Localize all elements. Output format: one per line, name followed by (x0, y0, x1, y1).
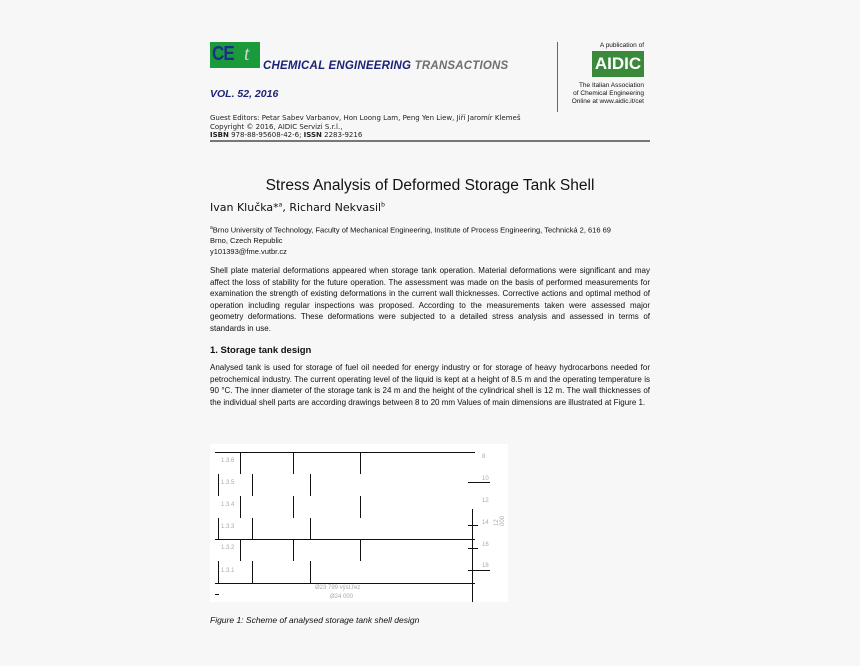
author-2-sup: b (381, 201, 385, 209)
affiliation-line1: Brno University of Technology, Faculty of Mechanical Engineering, Institute of Process Engineering, Technická 2, 616 69 (212, 225, 611, 235)
thickness-label: 10 (482, 476, 489, 482)
guest-editors: Guest Editors: Petar Sabev Varbanov, Hon Loong Lam, Peng Yen Liew, Jiří Jaromír Klemeš (210, 114, 521, 122)
authors (210, 201, 385, 214)
aidic-logo: AIDIC (592, 51, 644, 77)
cet-logo-ce: CE (212, 43, 234, 65)
course-label: 1.3.6 (221, 458, 235, 464)
affiliation-line2: Brno, Czech Republic (210, 236, 283, 245)
journal-name-light: TRANSACTIONS (414, 60, 509, 72)
affil-sup: a (210, 225, 213, 231)
issn-label: ISSN (303, 131, 322, 139)
cet-logo-t: t (244, 43, 250, 65)
editors-block (210, 114, 521, 140)
height-label: 12 000 (494, 515, 506, 526)
thickness-label: 8 (482, 454, 486, 460)
affiliation (210, 223, 655, 257)
author-1: Ivan Klučka* (210, 201, 279, 214)
volume: VOL. 52, 2016 (210, 88, 279, 100)
journal-name (263, 60, 508, 72)
publisher-line: The Italian Association (578, 82, 644, 89)
tank-shell-figure (210, 444, 508, 602)
dimension-label: Ø24 000 (330, 594, 354, 600)
course-label: 1.3.5 (221, 480, 235, 486)
abstract: Shell plate material deformations appeared when storage tank operation. Material deformations were significant and may affect the loss of stability for the future operation. The assessment was made on the basis of performed measurements for examination the strength of existing deformations in the current wall thicknesses. Corrective actions and optimal method of operation including regular inspections was proposed. According to the measurements taken were assessed major geometry deformations. These deformations were subjected to a detailed stress analysis and assessed in terms of standards in use. (210, 266, 650, 333)
thickness-label: 14 (482, 520, 489, 526)
cet-logo (210, 42, 260, 68)
figure-caption: Figure 1: Scheme of analysed storage tank shell design (210, 615, 420, 625)
publication-of: A publication of (599, 42, 644, 49)
course-label: 1.3.4 (221, 502, 235, 508)
copyright: Copyright © 2016, AIDIC Servizi S.r.l., (210, 122, 343, 131)
course-label: 1.3.2 (221, 545, 235, 551)
header-rule (210, 140, 650, 142)
course-label: 1.3.3 (221, 524, 235, 530)
isbn: 978-88-95608-42-6; (231, 131, 302, 139)
isbn-issn (210, 131, 521, 140)
dimension-label: Ø23 799 výst.řez (315, 585, 361, 591)
publisher-info (560, 82, 644, 106)
journal-name-bold: CHEMICAL ENGINEERING (263, 60, 412, 72)
issn: 2283-9216 (324, 131, 363, 139)
author-1-sup: a (278, 201, 283, 209)
email[interactable]: y101393@fme.vutbr.cz (210, 246, 287, 256)
thickness-label: 12 (482, 498, 489, 504)
publisher-line: of Chemical Engineering (573, 90, 644, 97)
header-divider (557, 42, 558, 112)
course-label: 1.3.1 (221, 568, 235, 574)
thickness-label: 16 (482, 542, 489, 548)
isbn-label: ISBN (210, 131, 229, 139)
author-2: , Richard Nekvasil (282, 201, 382, 214)
section-heading: 1. Storage tank design (210, 345, 312, 356)
thickness-label: 18 (482, 563, 489, 569)
paper-title: Stress Analysis of Deformed Storage Tank Shell (265, 177, 595, 194)
publisher-url[interactable]: Online at www.aidic.it/cet (571, 98, 644, 105)
section-body: Analysed tank is used for storage of fuel oil needed for energy industry or for storage of heavy hydrocarbons needed for petrochemical industry. The current operating level of the liquid is kept at a height of 8.5 m and the operating temperature is 90 °C. The inner diameter of the storage tank is 24 m and the height of the cylindrical shell is 12 m. The wall thicknesses of the individual shell parts are according drawings between 8 to 20 mm Values of main dimensions are illustrated at Figure 1. (210, 363, 650, 407)
